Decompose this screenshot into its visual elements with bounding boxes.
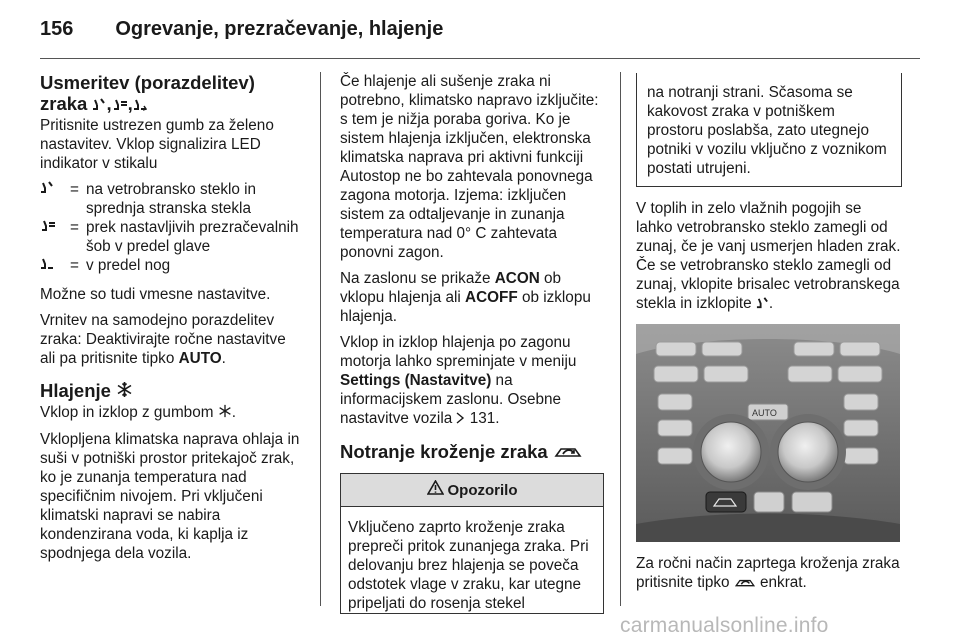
head-vents-icon [40, 218, 70, 256]
page-reference-arrow-icon [456, 410, 465, 429]
warning-triangle-icon [427, 480, 444, 500]
climate-control-panel-photo [636, 324, 900, 542]
warning-box-continued: na notranji strani. Sčasoma se kakovost zraka v potniškem prostoru poslabša, zato utegnejo potniki v vozilu vključno z voznikom postati utrujeni. [636, 73, 902, 187]
watermark: carmanualsonline.info [620, 614, 829, 637]
page-header [40, 18, 443, 46]
paragraph: Pritisnite ustrezen gumb za želeno nastavitev. Vklop signalizira LED indikator v stikalu [40, 117, 274, 172]
paragraph: Vklop in izklop z gumbom . [40, 404, 236, 421]
recirculation-icon [734, 574, 756, 593]
paragraph: V toplih in zelo vlažnih pogojih se lahko vetrobransko steklo zamegli od zunaj, če je vanj usmerjen hladen zrak. Če se vetrobransko steklo zamegli od zunaj, vklopite brisalec vetrobranskega stekla in izklopite . [636, 200, 901, 312]
column-divider-1 [320, 72, 321, 606]
windscreen-feet-icon [40, 180, 70, 218]
section-heading-air-distribution: Usmeritev (porazdelitev) zraka , , [40, 72, 255, 114]
section-heading-recirculation: Notranje kroženje zraka [340, 441, 604, 463]
paragraph: Možne so tudi vmesne nastavitve. [40, 286, 271, 303]
definition-item: = prek nastavljivih prezračevalnih šob v predel glave [40, 218, 302, 256]
paragraph: Če hlajenje ali sušenje zraka ni potrebno, klimatsko napravo izključite: s tem je nižja poraba goriva. Ko je sistem hlajenja izključen, elektronska klimatska naprava pri aktivni funkciji Autostop ne bo zahtevala ponovnega zagona motorja. Izjema: izključen sistem za odtaljevanje in zunanja temperatura nad 0° C zahtevata ponovni zagon. [340, 73, 599, 261]
definition-list [40, 180, 302, 275]
paragraph: Na zaslonu se prikaže ACON ob vklopu hlajenja ali ACOFF ob izklopu hlajenja. [340, 270, 591, 325]
definition-item: = v predel nog [40, 256, 302, 275]
warning-header: Opozorilo [341, 474, 603, 507]
snowflake-icon [116, 381, 133, 402]
page-number: 156 [40, 18, 74, 40]
column-3 [636, 75, 902, 600]
header-rule [40, 58, 920, 59]
paragraph: Vklop in izklop hlajenja po zagonu motorja lahko spreminjate v meniju Settings (Nastavitve) na informacijskem zaslonu. Osebne nastavitve vozila 131. [340, 334, 577, 427]
paragraph: Vklopljena klimatska naprava ohlaja in suši v potniški prostor pritekajoč zrak, ko je zunanja temperatura nad specifičnim nivojem. Pri vključeni klimatski napravi se nabira kondenzirana voda, ki kaplja iz spodnjega dela vozila. [40, 431, 300, 562]
column-1 [40, 72, 302, 570]
paragraph: Za ročni način zaprtega kroženja zraka pritisnite tipko enkrat. [636, 555, 900, 591]
definition-item: = na vetrobransko steklo in sprednja stranska stekla [40, 180, 302, 218]
feet-icon [40, 256, 70, 275]
warning-box [340, 473, 604, 614]
warning-body: Vključeno zaprto kroženje zraka prepreči pritok zunanjega zraka. Pri delovanju brez hlajenja se poveča odstotek vlage v zraku, kar utegne pripeljati do rosenja stekel [348, 519, 589, 612]
column-2 [340, 72, 604, 614]
feet-icon [133, 94, 147, 115]
column-divider-2 [620, 72, 621, 606]
head-vents-icon [112, 94, 128, 115]
windscreen-feet-icon [756, 295, 769, 314]
section-heading-cooling: Hlajenje [40, 380, 302, 402]
page-title: Ogrevanje, prezračevanje, hlajenje [115, 18, 444, 40]
auto-button-label: AUTO [752, 408, 777, 418]
windscreen-feet-icon [92, 94, 106, 115]
recirculation-icon [553, 442, 583, 463]
snowflake-icon [218, 404, 232, 423]
paragraph: Vrnitev na samodejno porazdelitev zraka: Deaktivirajte ročne nastavitve ali pa pritisnite tipko AUTO. [40, 312, 286, 367]
